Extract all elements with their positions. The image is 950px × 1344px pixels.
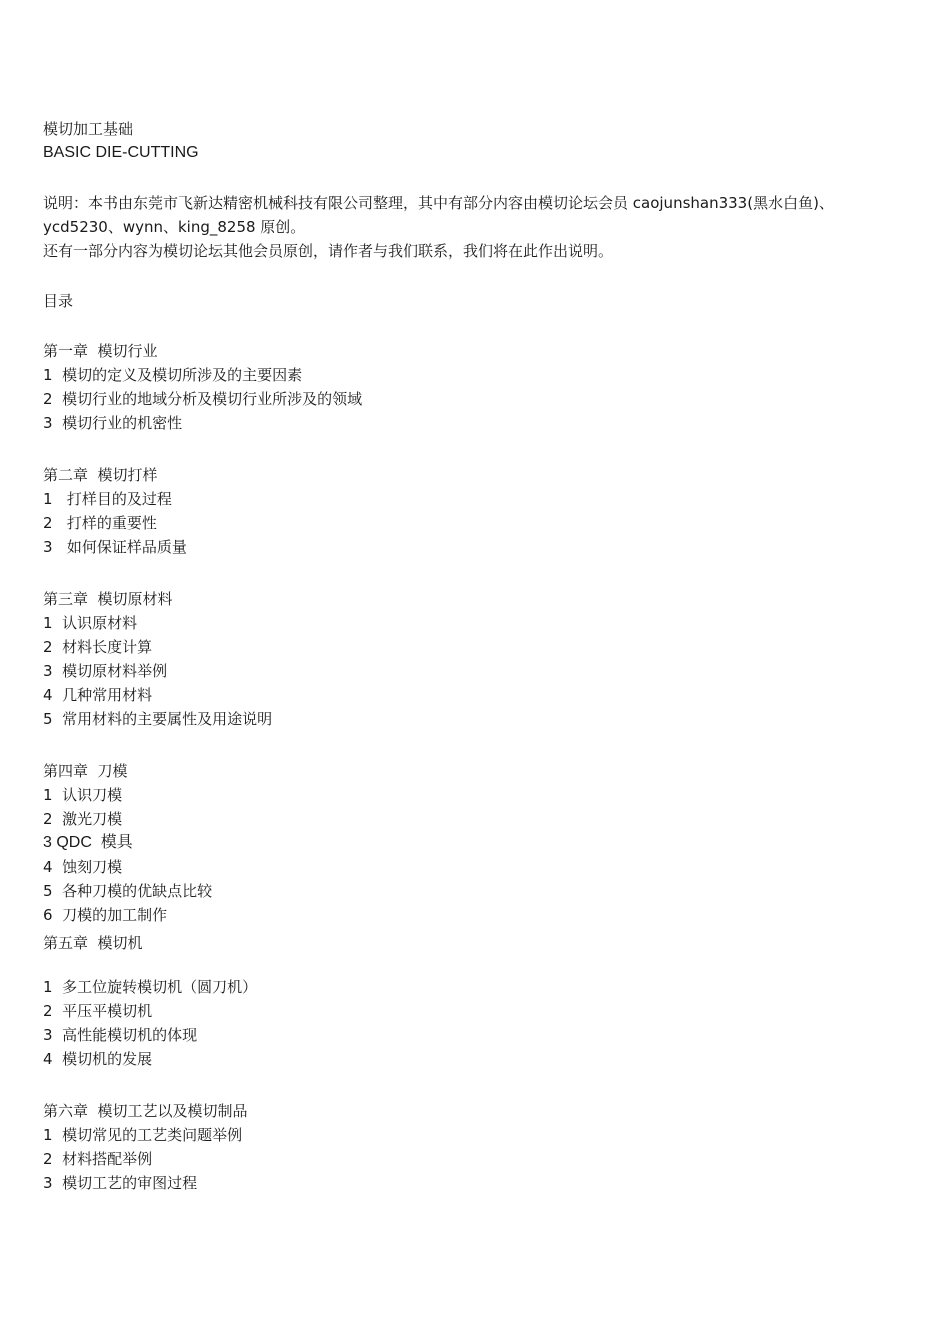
toc-item: 1 模切常见的工艺类问题举例	[43, 1126, 243, 1144]
toc-item: 2 模切行业的地域分析及模切行业所涉及的领域	[43, 390, 363, 408]
spacer	[43, 313, 923, 339]
toc-item: 2 材料搭配举例	[43, 1150, 153, 1168]
toc-item: 3 模切工艺的审图过程	[43, 1174, 198, 1192]
toc-item: 3 QDC 模具	[43, 834, 133, 851]
note-line-3: 还有一部分内容为模切论坛其他会员原创，请作者与我们联系，我们将在此作出说明。	[43, 242, 614, 260]
toc-item: 3 模切行业的机密性	[43, 414, 183, 432]
chapter-title: 第一章 模切行业	[43, 342, 158, 360]
toc-item: 4 模切机的发展	[43, 1050, 153, 1068]
toc-item: 1 认识刀模	[43, 786, 123, 804]
toc-item: 4 几种常用材料	[43, 686, 153, 704]
toc-item: 3 模切原材料举例	[43, 662, 168, 680]
chapter-title: 第二章 模切打样	[43, 466, 158, 484]
spacer	[43, 559, 923, 587]
toc-item: 2 平压平模切机	[43, 1002, 153, 1020]
chapter-title: 第六章 模切工艺以及模切制品	[43, 1102, 248, 1120]
toc-item: 1 多工位旋转模切机（圆刀机）	[43, 978, 258, 996]
chapter-title: 第四章 刀模	[43, 762, 128, 780]
toc-item: 3 高性能模切机的体现	[43, 1026, 198, 1044]
note-line-2: ycd5230、wynn、king_8258 原创。	[43, 218, 306, 236]
toc-item: 2 材料长度计算	[43, 638, 153, 656]
toc-item: 3 如何保证样品质量	[43, 538, 187, 556]
toc-item: 1 打样目的及过程	[43, 490, 172, 508]
spacer	[43, 263, 923, 289]
toc-item: 2 激光刀模	[43, 810, 123, 828]
toc-item: 1 认识原材料	[43, 614, 138, 632]
document-title: 模切加工基础	[43, 120, 134, 138]
note-line-1: 说明：本书由东莞市飞新达精密机械科技有限公司整理，其中有部分内容由模切论坛会员 caojunshan333(黑水白鱼)、	[43, 194, 834, 212]
chapter-title: 第三章 模切原材料	[43, 590, 173, 608]
toc-item: 6 刀模的加工制作	[43, 906, 168, 924]
toc-item: 2 打样的重要性	[43, 514, 157, 532]
toc-item: 5 常用材料的主要属性及用途说明	[43, 710, 273, 728]
toc-item: 5 各种刀模的优缺点比较	[43, 882, 213, 900]
document-page	[43, 117, 923, 1195]
chapter-title: 第五章 模切机	[43, 934, 143, 952]
spacer	[43, 731, 923, 759]
toc-item: 1 模切的定义及模切所涉及的主要因素	[43, 366, 303, 384]
toc-heading: 目录	[43, 292, 74, 310]
toc-item: 4 蚀刻刀模	[43, 858, 123, 876]
spacer	[43, 1071, 923, 1099]
document-subtitle: BASIC DIE-CUTTING	[43, 144, 199, 161]
spacer	[43, 165, 923, 191]
spacer	[43, 435, 923, 463]
